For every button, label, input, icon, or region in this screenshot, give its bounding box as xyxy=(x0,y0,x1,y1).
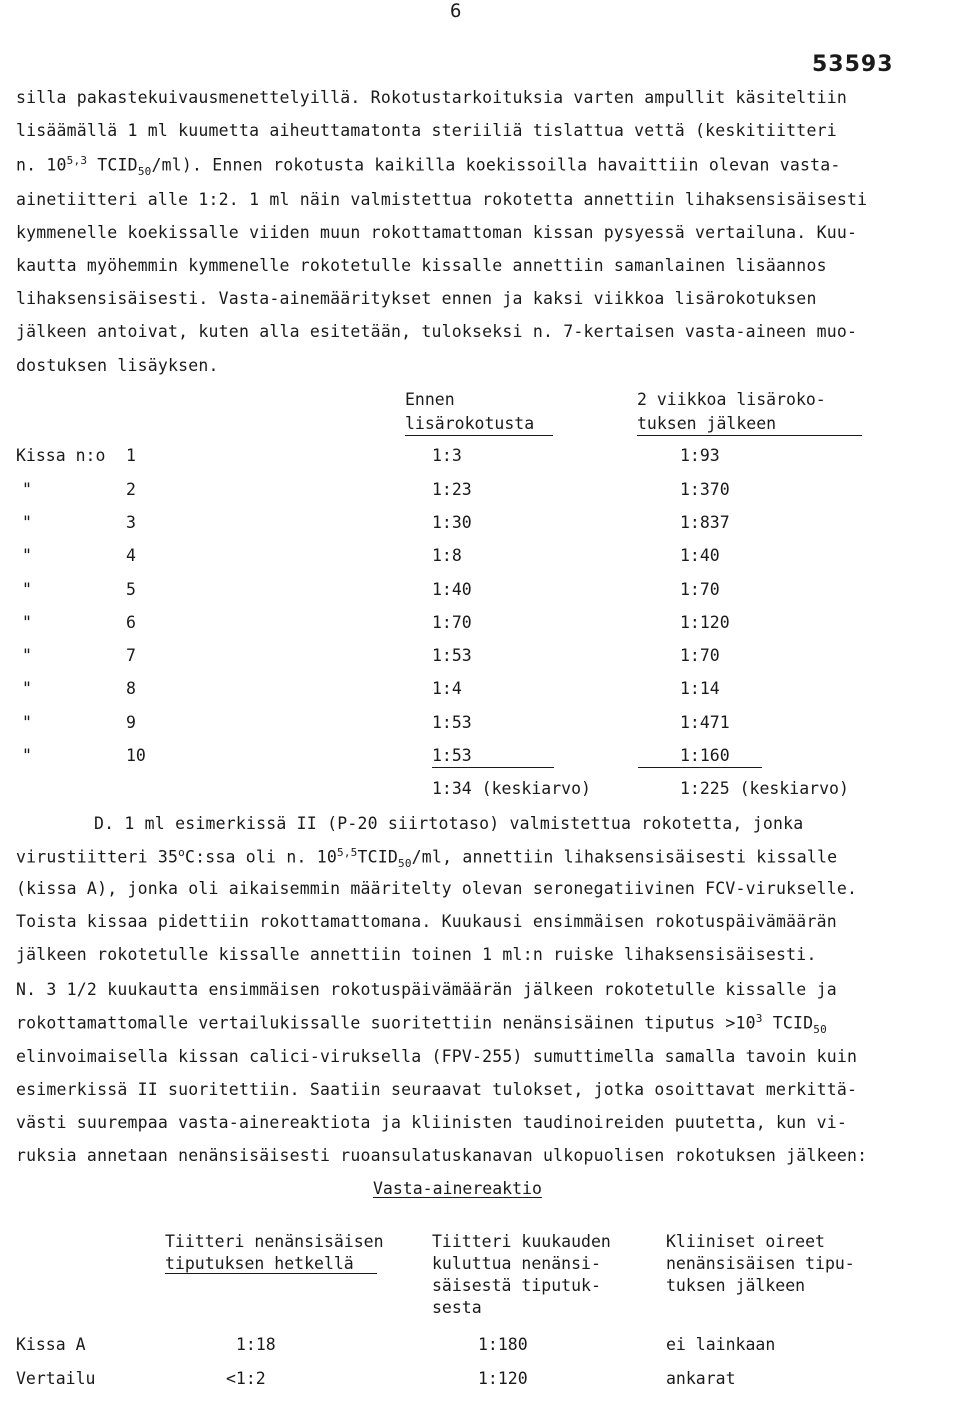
text-line: D. 1 ml esimerkissä II (P-20 siirtotaso) valmistettua rokotetta, jonka xyxy=(94,814,804,833)
text-line: silla pakastekuivausmenettelyillä. Rokotustarkoituksia varten ampullit käsiteltiin xyxy=(16,88,847,107)
patent-number: 53593 xyxy=(812,52,894,77)
col-header-2: Tiitteri kuukauden xyxy=(432,1232,611,1251)
text-line: kymmenelle koekissalle viiden muun rokottamattoman kissan pysyessä vertailuna. Kuu- xyxy=(16,223,858,242)
col-header-3: Kliiniset oireet xyxy=(666,1232,825,1251)
text-line: Toista kissaa pidettiin rokottamattomana. Kuukausi ensimmäisen rokotuspäivämäärän xyxy=(16,912,837,931)
text-line: jälkeen rokotetulle kissalle annettiin toinen 1 ml:n ruiske lihaksensisäisesti. xyxy=(16,945,817,964)
col-header-2: säisestä tiputuk- xyxy=(432,1276,601,1295)
text-line: kautta myöhemmin kymmenelle rokotetulle kissalle annettiin samanlainen lisäannos xyxy=(16,256,827,275)
text-line: rokottamattomalle vertailukissalle suoritettiin nenänsisäinen tiputus $>10^3$ $TCID_{50}$ xyxy=(16,1012,827,1036)
col-header-after: 2 viikkoa lisäroko- xyxy=(637,390,826,409)
col-header-3: tuksen jälkeen xyxy=(666,1276,806,1295)
text-line: esimerkissä II suoritettiin. Saatiin seuraavat tulokset, jotka osoittavat merkittä- xyxy=(16,1080,858,1099)
text-line: (kissa A), jonka oli aikaisemmin määritelty olevan seronegatiivinen FCV-virukselle. xyxy=(16,879,858,898)
page-number: 6 xyxy=(450,0,462,22)
col-header-after: tuksen jälkeen xyxy=(637,414,777,433)
col-header-1: tiputuksen hetkellä xyxy=(165,1254,354,1273)
col-header-before: Ennen xyxy=(405,390,455,409)
text-line: elinvoimaisella kissan calici-viruksella (FPV-255) sumuttimella samalla tavoin kuin xyxy=(16,1047,858,1066)
col-header-3: nenänsisäisen tipu- xyxy=(666,1254,855,1273)
text-line: dostuksen lisäyksen. xyxy=(16,356,219,375)
col-header-2: sesta xyxy=(432,1298,482,1317)
text-line: västi suurempaa vasta-ainereaktiota ja kliinisten taudinoireiden puutetta, kun vi- xyxy=(16,1113,847,1132)
col-header-2: kuluttua nenänsi- xyxy=(432,1254,601,1273)
table-title: Vasta-ainereaktio xyxy=(373,1179,542,1198)
average-after: 1:225 (keskiarvo) xyxy=(680,779,849,798)
text-line: jälkeen antoivat, kuten alla esitetään, tulokseksi n. 7-kertaisen vasta-aineen muo- xyxy=(16,322,858,341)
col-header-1: Tiitteri nenänsisäisen xyxy=(165,1232,384,1251)
text-line: N. 3 1/2 kuukautta ensimmäisen rokotuspäivämäärän jälkeen rokotetulle kissalle ja xyxy=(16,980,837,999)
text-line: lihaksensisäisesti. Vasta-ainemääritykset ennen ja kaksi viikkoa lisärokotuksen xyxy=(16,289,817,308)
text-line: virustiitteri 35$^o$C:ssa oli n. $10^{5,5}TCID_{50}/ml$, annettiin lihaksensisäisesti kissalle xyxy=(16,846,838,870)
text-line: n. 10$^{5,3}$ $TCID_{50}/ml$). Ennen rokotusta kaikilla koekissoilla havaittiin olevan vasta- xyxy=(16,154,841,178)
text-line: lisäämällä 1 ml kuumetta aiheuttamatonta steriiliä tislattua vettä (keskitiitteri xyxy=(16,121,837,140)
text-line: ruksia annetaan nenänsisäisesti ruoansulatuskanavan ulkopuolisen rokotuksen jälkeen: xyxy=(16,1146,868,1165)
average-before: 1:34 (keskiarvo) xyxy=(432,779,591,798)
text-line: ainetiitteri alle 1:2. 1 ml näin valmistettua rokotetta annettiin lihaksensisäisesti xyxy=(16,190,868,209)
col-header-before: lisärokotusta xyxy=(405,414,535,433)
